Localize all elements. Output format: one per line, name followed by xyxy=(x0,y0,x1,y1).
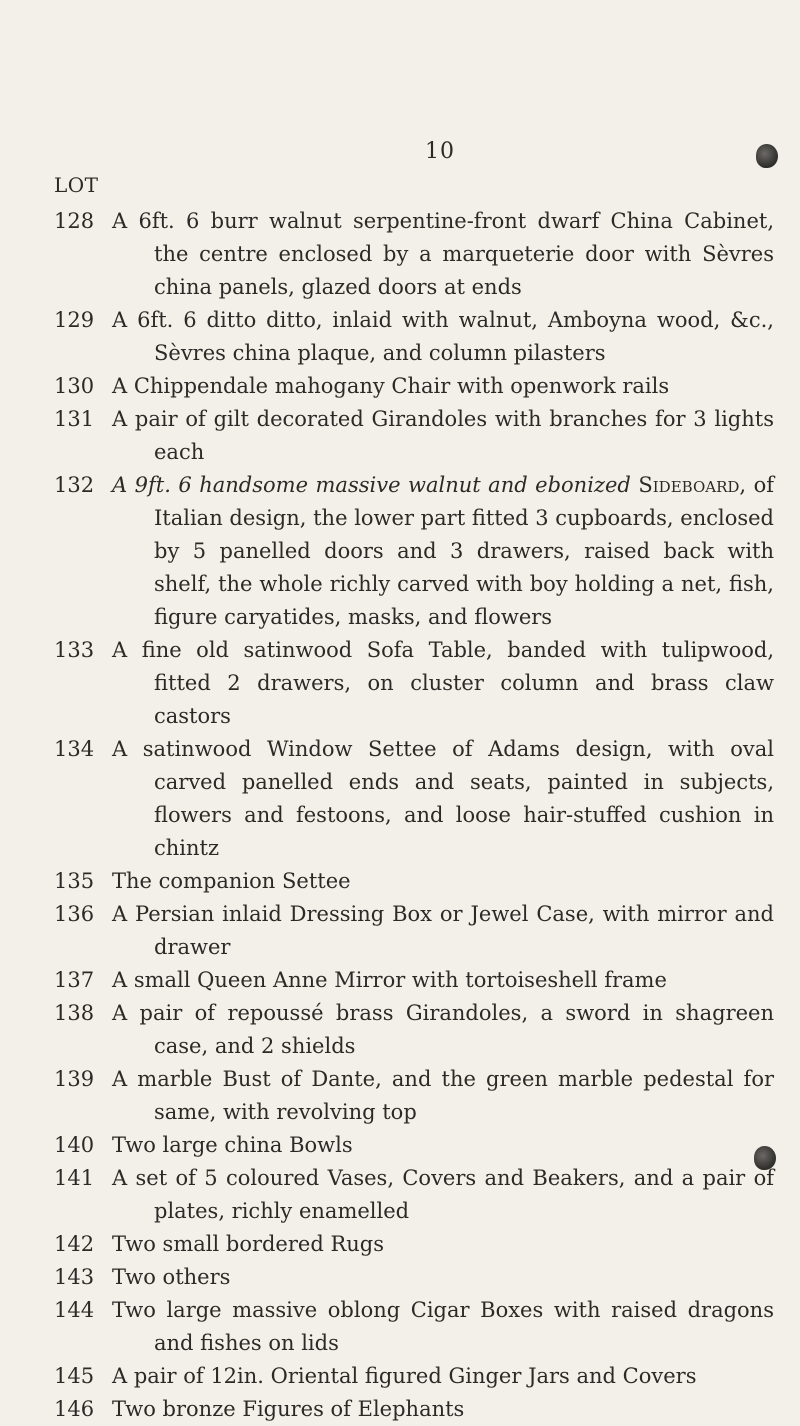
lot-description: Two large china Bowls xyxy=(112,1133,353,1157)
lot-entry xyxy=(54,403,794,469)
lot-number: 130 xyxy=(54,374,95,398)
lot-number: 146 xyxy=(54,1397,95,1421)
lot-entry xyxy=(54,1063,794,1129)
lot-entry xyxy=(54,370,794,403)
lot-number: 128 xyxy=(54,209,95,233)
lot-number: 144 xyxy=(54,1298,95,1322)
lot-entry xyxy=(54,865,794,898)
lot-number: 142 xyxy=(54,1232,95,1256)
lot-entry xyxy=(54,1393,794,1426)
lot-number: 136 xyxy=(54,902,95,926)
lot-description: Two bronze Figures of Elephants xyxy=(112,1397,465,1421)
lot-number: 134 xyxy=(54,737,95,761)
lot-description xyxy=(112,469,794,634)
lot-description: A small Queen Anne Mirror with tortoiseshell frame xyxy=(112,968,667,992)
lot-entry xyxy=(54,964,794,997)
lot-description-italic: A 9ft. 6 handsome massive walnut and ebonized xyxy=(112,473,631,497)
lot-description: A 6ft. 6 burr walnut serpentine-front dwarf China Cabinet, the centre enclosed by a marqueterie door with Sèvres china panels, glazed doors at ends xyxy=(112,209,774,299)
lot-entry xyxy=(54,205,794,304)
lot-entry xyxy=(54,304,794,370)
lot-list xyxy=(54,205,794,1426)
page-number: 10 xyxy=(425,139,455,164)
lot-description: Two others xyxy=(112,1265,231,1289)
lot-description: A marble Bust of Dante, and the green marble pedestal for same, with revolving top xyxy=(112,1067,774,1124)
lot-description: Two large massive oblong Cigar Boxes with raised dragons and fishes on lids xyxy=(112,1298,774,1355)
lot-entry xyxy=(54,997,794,1063)
lot-description: A Persian inlaid Dressing Box or Jewel Case, with mirror and drawer xyxy=(112,902,774,959)
lot-number: 137 xyxy=(54,968,95,992)
lot-description-caps: Sideboard, xyxy=(638,473,747,497)
lot-description: A 6ft. 6 ditto ditto, inlaid with walnut, Amboyna wood, &c., Sèvres china plaque, and column pilasters xyxy=(112,308,774,365)
lot-description: A pair of gilt decorated Girandoles with branches for 3 lights each xyxy=(112,407,774,464)
lot-entry xyxy=(54,1360,794,1393)
lot-number: 133 xyxy=(54,638,95,662)
lot-entry xyxy=(54,1294,794,1360)
lot-number: 135 xyxy=(54,869,95,893)
lot-entry xyxy=(54,733,794,865)
lot-number: 145 xyxy=(54,1364,95,1388)
lot-number: 129 xyxy=(54,308,95,332)
lot-number: 143 xyxy=(54,1265,95,1289)
lot-description: A pair of repoussé brass Girandoles, a sword in shagreen case, and 2 shields xyxy=(112,1001,774,1058)
lot-description: A Chippendale mahogany Chair with openwork rails xyxy=(112,374,670,398)
lot-description-rest: of Italian design, the lower part fitted 3 cupboards, enclosed by 5 panelled doors and 3 drawers, raised back with shelf, the whole richly carved with boy holding a net, fish, figure caryatides, masks, and flowers xyxy=(154,473,774,629)
lot-entry xyxy=(54,469,794,634)
lot-number: 138 xyxy=(54,1001,95,1025)
lot-entry xyxy=(54,1129,794,1162)
wax-seal-mark xyxy=(756,144,778,168)
lot-number: 131 xyxy=(54,407,95,431)
lot-number: 141 xyxy=(54,1166,95,1190)
lot-column-header: LOT xyxy=(54,173,99,197)
lot-entry xyxy=(54,898,794,964)
lot-description: A fine old satinwood Sofa Table, banded with tulipwood, fitted 2 drawers, on cluster column and brass claw castors xyxy=(112,638,774,728)
lot-entry xyxy=(54,1261,794,1294)
lot-number: 132 xyxy=(54,473,95,497)
lot-entry xyxy=(54,1162,794,1228)
lot-description: The companion Settee xyxy=(112,869,351,893)
lot-number: 140 xyxy=(54,1133,95,1157)
lot-description: A pair of 12in. Oriental figured Ginger Jars and Covers xyxy=(112,1364,697,1388)
lot-entry xyxy=(54,634,794,733)
lot-entry xyxy=(54,1228,794,1261)
lot-description: A set of 5 coloured Vases, Covers and Beakers, and a pair of plates, richly enamelled xyxy=(112,1166,774,1223)
lot-description: Two small bordered Rugs xyxy=(112,1232,385,1256)
lot-description: A satinwood Window Settee of Adams design, with oval carved panelled ends and seats, painted in subjects, flowers and festoons, and loose hair-stuffed cushion in chintz xyxy=(112,737,774,860)
lot-number: 139 xyxy=(54,1067,95,1091)
